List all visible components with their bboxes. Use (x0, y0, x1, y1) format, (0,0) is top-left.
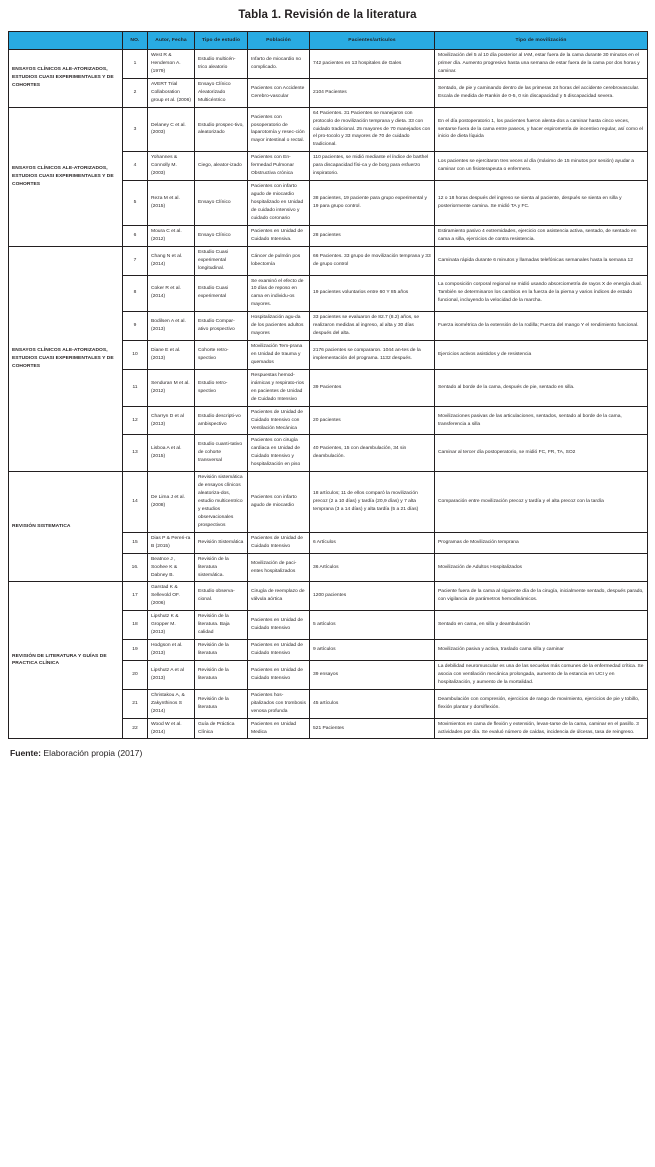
study-design-cell: Ensayo Clínico (195, 181, 248, 226)
study-design-cell: Guía de Práctica Clínica (195, 718, 248, 739)
population-cell: Pacientes en Unidad de Cuidado Intensiva. (248, 225, 310, 246)
author-cell: Lipshutz K & Gropper M. (2013) (148, 611, 195, 640)
author-cell: Diane E et al. (2013) (148, 341, 195, 370)
population-cell: Pacientes con infarto agudo de miocardio hospitalizado en Unidad de cuidado intensivo y cuidado coronario (248, 181, 310, 226)
author-cell: Christakou A, & Zakynthinos S (2014) (148, 689, 195, 718)
study-design-cell: Ciego, aleator-izado (195, 152, 248, 181)
patients-articles-cell: 20 pacientes (310, 406, 435, 435)
study-design-cell: Estudio Compar-ativo prospectivo (195, 312, 248, 341)
table-row (9, 107, 648, 152)
patients-articles-cell: 40 Pacientes, 15 con deambulación, 34 sin deambulación. (310, 435, 435, 472)
study-design-cell: Cohorte retro-spectivo (195, 341, 248, 370)
population-cell: Pacientes de Unidad de Cuidado Intensivo con Ventilación Mecánica (248, 406, 310, 435)
mobilization-type-cell: La composición corporal regional se midió usando absorciometría de rayos X de energía dual. También se determinaron los cambios en la fuerza de la pierna y varios índices de estado funcional, incluyendo la velocidad de la marcha. (435, 275, 648, 312)
table-row (9, 246, 648, 275)
source-text: Elaboración propia (2017) (43, 748, 143, 759)
patients-articles-cell: 45 artículos (310, 689, 435, 718)
patients-articles-cell: 28 pacientes (310, 225, 435, 246)
mobilization-type-cell: Movilizaciones pasivas de las articulaciones, sentados, sentado al borde de la cama, transferencia a silla (435, 406, 648, 435)
population-cell: Infarto de miocardio no complicado. (248, 50, 310, 79)
patients-articles-cell: 64 Pacientes. 31 Pacientes se manejaron con protocolo de movilización temprana y dieta. 33 con cuidado tradicional. 25 mayores de 70 manejados con el pro-tocolo y 33 mayores de 70 de cuidado tradicional. (310, 107, 435, 152)
patients-articles-cell: 2104 Pacientes (310, 78, 435, 107)
patients-articles-cell: 110 pacientes, se midió mediante el índice de barthel para discapacidad físi-ca y de borg para esfuerzo inspiratorio. (310, 152, 435, 181)
study-design-cell: Revisión de la literatura sistemática. (195, 553, 248, 582)
author-cell: Dias P & Pereri-ra B (2015) (148, 532, 195, 553)
row-number-cell: 12 (123, 406, 148, 435)
column-header-population: Población (248, 32, 310, 50)
row-number-cell: 5 (123, 181, 148, 226)
mobilization-type-cell: En el día postoperatorio 1, los pacientes fueron alenta-dos a caminar hasta cinco veces, sentarse fuera de la cama entre paseos, y hacer espirometría de incentivo regular, así como el inicio de dieta líquida (435, 107, 648, 152)
mobilization-type-cell: Los pacientes se ejercitaron tres veces al día (máximo de 15 minutos por sesión) ayudar a caminar con un fisioterapeuta o enfermera. (435, 152, 648, 181)
study-design-cell: Estudio prospec-tivo, aleatorizado (195, 107, 248, 152)
row-number-cell: 18 (123, 611, 148, 640)
population-cell: Pacientes de Unidad de Cuidado Intensivo (248, 532, 310, 553)
row-number-cell: 2 (123, 78, 148, 107)
population-cell: Pacientes con infarto agudo de miocardio (248, 472, 310, 533)
patients-articles-cell: 1200 pacientes (310, 582, 435, 611)
row-number-cell: 3 (123, 107, 148, 152)
mobilization-type-cell: 12 o 18 horas después del ingreso se sienta al paciente, después se sienta en silla y posteriormente camina. Se midió TA y FC. (435, 181, 648, 226)
mobilization-type-cell: Caminar al tercer día postoperatorio, se midió FC, FR, TA, SO2 (435, 435, 648, 472)
patients-articles-cell: 521 Pacientes (310, 718, 435, 739)
author-cell: Chang N et al. (2014) (148, 246, 195, 275)
source-label: Fuente: (10, 748, 42, 759)
study-design-cell: Estudio retro-spectivo (195, 369, 248, 406)
population-cell: Pacientes hos-pitalizados con trombosis venosa profunda (248, 689, 310, 718)
row-number-cell: 20 (123, 660, 148, 689)
category-cell: ENSAYOS CLÍNICOS ALE-ATORIZADOS, ESTUDIOS CUASI EXPERIMENTALES Y DE COHORTES (9, 246, 123, 472)
page-title: Tabla 1. Revisión de la literatura (238, 9, 417, 21)
patients-articles-cell: 2176 pacientes se compararon. 1044 an-tes de la implementación del programa. 1132 después. (310, 341, 435, 370)
author-cell: Reza M et al. (2015) (148, 181, 195, 226)
row-number-cell: 4 (123, 152, 148, 181)
population-cell: Pacientes con posoperatorio de laparotomía y resec-ción mayor intestinal o rectal. (248, 107, 310, 152)
study-design-cell: Ensayo Clínico Aleatorizado Multicéntrico (195, 78, 248, 107)
study-design-cell: Revisión sistemática de ensayos clínicos aleatoriza-dos, estudio multicentrico y estudios observacionales prospectivos (195, 472, 248, 533)
patients-articles-cell: 36 Artículos (310, 553, 435, 582)
patients-articles-cell: 39 Pacientes (310, 369, 435, 406)
mobilization-type-cell: Ejercicios activos asistidos y de resistencia (435, 341, 648, 370)
population-cell: Cáncer de pulmón pos lobectomía (248, 246, 310, 275)
population-cell: Pacientes en Unidad de Cuidado Intensivo (248, 660, 310, 689)
population-cell: Se examinó el efecto de 10 días de reposo en cama en individu-os mayores. (248, 275, 310, 312)
row-number-cell: 10 (123, 341, 148, 370)
row-number-cell: 11 (123, 369, 148, 406)
mobilization-type-cell: Sentado, de pie y caminando dentro de las primeras 24 horas del accidente cerebrovascular. Escala de medida de Rankin de 0-5, 0 sin discapacidad y 5 discapacidad severa. (435, 78, 648, 107)
population-cell: Pacientes en Unidad de Cuidado Intensivo (248, 640, 310, 661)
table-row (9, 50, 648, 79)
author-cell: West R & Henderson A. (1979) (148, 50, 195, 79)
source-note (8, 739, 647, 765)
study-design-cell: Ensayo Clínico (195, 225, 248, 246)
row-number-cell: 21 (123, 689, 148, 718)
author-cell: Beatnce J , Soohee K & Dabney B. (148, 553, 195, 582)
patients-articles-cell: 38 pacientes, 19 paciente para grupo experimental y 19 para grupo control. (310, 181, 435, 226)
mobilization-type-cell: Programas de Movilización temprana (435, 532, 648, 553)
patients-articles-cell: 66 Pacientes. 33 grupo de movilización temprana y 33 de grupo control (310, 246, 435, 275)
study-design-cell: Estudio descripti-vo ambispectivo (195, 406, 248, 435)
author-cell: Garstad K & Sellevold OF. (2006) (148, 582, 195, 611)
population-cell: Pacientes con En-fermedad Pulmonar Obstructiva crónica (248, 152, 310, 181)
author-cell: Bodilsen A et al. (2013) (148, 312, 195, 341)
study-design-cell: Estudio Cuasi experimental (195, 275, 248, 312)
category-cell: ENSAYOS CLÍNICOS ALE-ATORIZADOS, ESTUDIOS CUASI EXPERIMENTALES Y DE COHORTES (9, 107, 123, 246)
study-design-cell: Estudio observa-cional. (195, 582, 248, 611)
patients-articles-cell: 33 pacientes se evaluaron de 82.7 (8.2) años, se realizaron medidas al ingreso, al alta y 30 días después del alta. (310, 312, 435, 341)
row-number-cell: 1 (123, 50, 148, 79)
author-cell: Lipshutz A et al (2013) (148, 660, 195, 689)
table-row (9, 472, 648, 533)
patients-articles-cell: 18 artículos; 11 de ellos comparó la movilización precoz (2 a 10 días) y tardía (20,9 días) y 7 alta temprana (3 a 14 días) y alta tardía (5 a 21 días) (310, 472, 435, 533)
population-cell: Pacientes con Accidente Cerebro-vascular (248, 78, 310, 107)
population-cell: Movilización de paci-entes hospitalizados (248, 553, 310, 582)
row-number-cell: 13 (123, 435, 148, 472)
row-number-cell: 7 (123, 246, 148, 275)
study-design-cell: Estudio cuanti-tativo de cohorte transversal (195, 435, 248, 472)
column-header-patients: Pacientes/artículos (310, 32, 435, 50)
category-cell: REVISIÓN DE LITERATURA Y GUÍAS DE PRACTICA CLÍNICA (9, 582, 123, 739)
study-design-cell: Estudio multicén-trico aleatorio (195, 50, 248, 79)
mobilization-type-cell: Caminata rápida durante 6 minutos y llamadas telefónicas semanales hasta la semana 12 (435, 246, 648, 275)
mobilization-type-cell: Comparación entre movilización precoz y tardía y el alta precoz con la tardía (435, 472, 648, 533)
patients-articles-cell: 19 pacientes voluntarios entre 60 Y 85 años (310, 275, 435, 312)
mobilization-type-cell: Fuerza isométrica de la extensión de la rodilla; Fuerza del mango Y el rendimiento funcional. (435, 312, 648, 341)
author-cell: De Lima J et al. (2008) (148, 472, 195, 533)
row-number-cell: 16. (123, 553, 148, 582)
population-cell: Respuestas hemod-inámicas y respirato-rios en pacientes de Unidad de Cuidado Intensivo (248, 369, 310, 406)
author-cell: Senduran M et al. (2012) (148, 369, 195, 406)
study-design-cell: Revisión de la literatura (195, 640, 248, 661)
patients-articles-cell: 9 artículos (310, 640, 435, 661)
study-design-cell: Revisión de la literatura. Baja calidad (195, 611, 248, 640)
population-cell: Pacientes en Unidad Medica (248, 718, 310, 739)
study-design-cell: Estudio Cuasi experimental longitudinal. (195, 246, 248, 275)
mobilization-type-cell: Deambulación con compresión, ejercicios de rango de movimiento, ejercicios de pie y tobillo, flexión plantar y dorsiflexión. (435, 689, 648, 718)
row-number-cell: 19 (123, 640, 148, 661)
patients-articles-cell: 6 Artículos (310, 532, 435, 553)
mobilization-type-cell: Sentado al borde de la cama, después de pie, sentado en silla. (435, 369, 648, 406)
column-header-mobilization: Tipo de movilización (435, 32, 648, 50)
mobilization-type-cell: Movilización pasiva y activa, traslado cama silla y caminar (435, 640, 648, 661)
table-row (9, 582, 648, 611)
table-body (9, 50, 648, 739)
row-number-cell: 9 (123, 312, 148, 341)
row-number-cell: 14 (123, 472, 148, 533)
mobilization-type-cell: Paciente fuera de la cama al siguiente día de la cirugía, inicialmente sentado, después parado, con vigilancia de parámetros hemodinámicos. (435, 582, 648, 611)
author-cell: Delaney C et al. (2003) (148, 107, 195, 152)
author-cell: AVERT Trial Collaboration group et al. (2006) (148, 78, 195, 107)
author-cell: Moura C et al. (2012) (148, 225, 195, 246)
patients-articles-cell: 742 pacientes en 13 hospitales de Gales (310, 50, 435, 79)
mobilization-type-cell: Movilización del 5 al 10 día posterior al IAM, estar fuera de la cama durante 30 minutos en el primer día. Aumento progresivo hasta una semana de estar fuera de la cama por dos horas y caminar. (435, 50, 648, 79)
author-cell: Coker R et al. (2014) (148, 275, 195, 312)
row-number-cell: 8 (123, 275, 148, 312)
mobilization-type-cell: Estiramiento pasivo 4 extremidades, ejercicio con asistencia activa, sentado, de sentado en cama a silla, ejercicios de contra resistencia. (435, 225, 648, 246)
study-design-cell: Revisión de la literatura (195, 660, 248, 689)
literature-review-table (8, 31, 648, 739)
row-number-cell: 15 (123, 532, 148, 553)
patients-articles-cell: 39 ensayos (310, 660, 435, 689)
mobilization-type-cell: Sentado en cama, en silla y deambulación (435, 611, 648, 640)
category-cell: ENSAYOS CLÍNICOS ALE-ATORIZADOS, ESTUDIOS CUASI EXPERIMENTALES Y DE COHORTES (9, 50, 123, 108)
column-header-no: NO. (123, 32, 148, 50)
category-cell: REVISIÓN SISTEMATICA (9, 472, 123, 582)
row-number-cell: 6 (123, 225, 148, 246)
author-cell: Wood W et al. (2014) (148, 718, 195, 739)
mobilization-type-cell: Movilización de Adultos Hospitalizados (435, 553, 648, 582)
author-cell: Hodgson et al. (2013) (148, 640, 195, 661)
author-cell: Lisboa A et al. (2015) (148, 435, 195, 472)
column-header-category (9, 32, 123, 50)
population-cell: Hospitalización agu-da de los pacientes adultos mayores (248, 312, 310, 341)
author-cell: Yohannes & Connolly M. (2003) (148, 152, 195, 181)
column-header-design: Tipo de estudio (195, 32, 248, 50)
row-number-cell: 22 (123, 718, 148, 739)
population-cell: Pacientes con cirugía cardiaca en Unidad de Cuidado Intensivo y hospitalización en piso (248, 435, 310, 472)
study-design-cell: Revisión de la literatura (195, 689, 248, 718)
patients-articles-cell: 5 artículos (310, 611, 435, 640)
header-row (9, 32, 648, 50)
author-cell: Charryn D et al (2013) (148, 406, 195, 435)
population-cell: Cirugía de reemplazo de válvula aórtica (248, 582, 310, 611)
mobilization-type-cell: La debilidad neuromuscular es una de las secuelas más comunes de la enfermedad crítica. Se asocia con ventilación mecánica prolongada, aumento de la estancia en UCI y en hospitalización, y aumento de la mortalidad. (435, 660, 648, 689)
population-cell: Movilización Tem-prana en Unidad de trauma y quemados (248, 341, 310, 370)
population-cell: Pacientes en Unidad de Cuidado Intensivo (248, 611, 310, 640)
study-design-cell: Revisión Sistemática (195, 532, 248, 553)
column-header-author: Autor, Fecha (148, 32, 195, 50)
table-header (9, 32, 648, 50)
mobilization-type-cell: Movimientos en cama de flexión y extensión, levan-tarse de la cama, caminar en el pasillo. 3 actividades por día. Se evaluó número de caídas, incidencia de úlceras, tasa de reingreso. (435, 718, 648, 739)
row-number-cell: 17 (123, 582, 148, 611)
